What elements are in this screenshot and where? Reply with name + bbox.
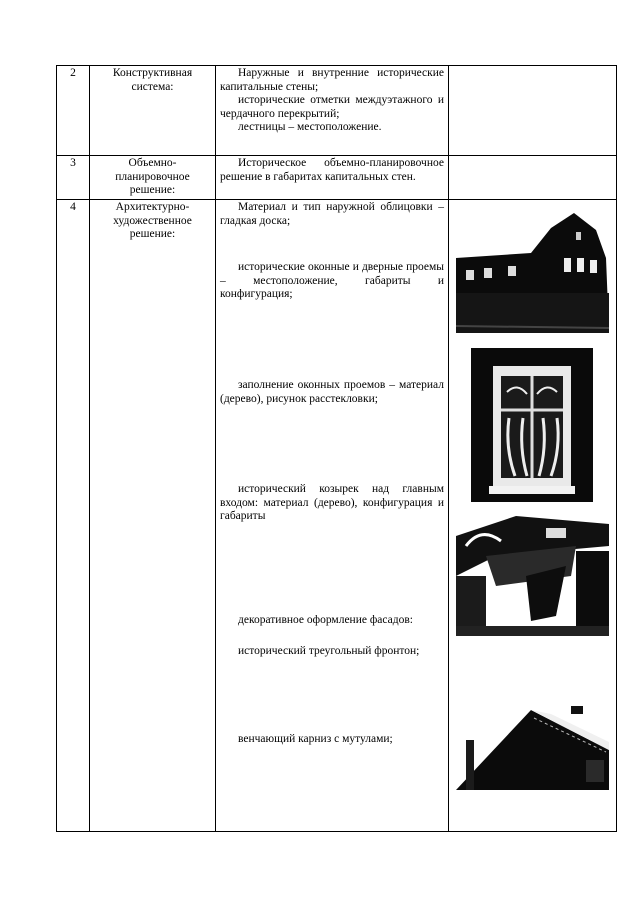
row-photo-cell: [449, 156, 617, 200]
desc-line: венчающий карниз с мутулами;: [238, 733, 393, 745]
cornice-photo: [456, 700, 609, 790]
desc-line: исторический треугольный фронтон;: [238, 645, 420, 657]
row-photo-cell: [449, 66, 617, 156]
row-description: [216, 66, 449, 156]
row-number: 4: [57, 200, 90, 832]
row-description: [216, 156, 449, 200]
table-row: [57, 66, 617, 156]
desc-line: исторические отметки междуэтажного и чердачного перекрытий;: [220, 94, 444, 120]
row-name: Объемно-планировочное решение:: [90, 156, 216, 200]
desc-line: Наружные и внутренние исторические капитальные стены;: [220, 67, 444, 93]
heritage-table: [56, 65, 617, 832]
table-row: [57, 200, 617, 832]
canopy-photo: [456, 516, 609, 636]
row-name: Конструктивная система:: [90, 66, 216, 156]
desc-line: исторический козырек над главным входом: материал (дерево), конфигурация и габариты: [220, 483, 444, 522]
house-photo: [456, 208, 609, 333]
row-number: 3: [57, 156, 90, 200]
row-number: 2: [57, 66, 90, 156]
window-photo: [471, 348, 593, 502]
row-description: [216, 200, 449, 832]
photo-column: [449, 200, 617, 832]
desc-line: Материал и тип наружной облицовки – гладкая доска;: [220, 201, 444, 227]
desc-line: заполнение оконных проемов – материал (дерево), рисунок расстекловки;: [220, 379, 444, 405]
row-name: Архитектурно-художественное решение:: [90, 200, 216, 832]
desc-line: Историческое объемно-планировочное решение в габаритах капитальных стен.: [220, 157, 444, 183]
desc-line: исторические оконные и дверные проемы – местоположение, габариты и конфигурация;: [220, 261, 444, 300]
desc-line: лестницы – местоположение.: [238, 121, 382, 133]
table-row: [57, 156, 617, 200]
desc-line: декоративное оформление фасадов:: [238, 614, 413, 626]
